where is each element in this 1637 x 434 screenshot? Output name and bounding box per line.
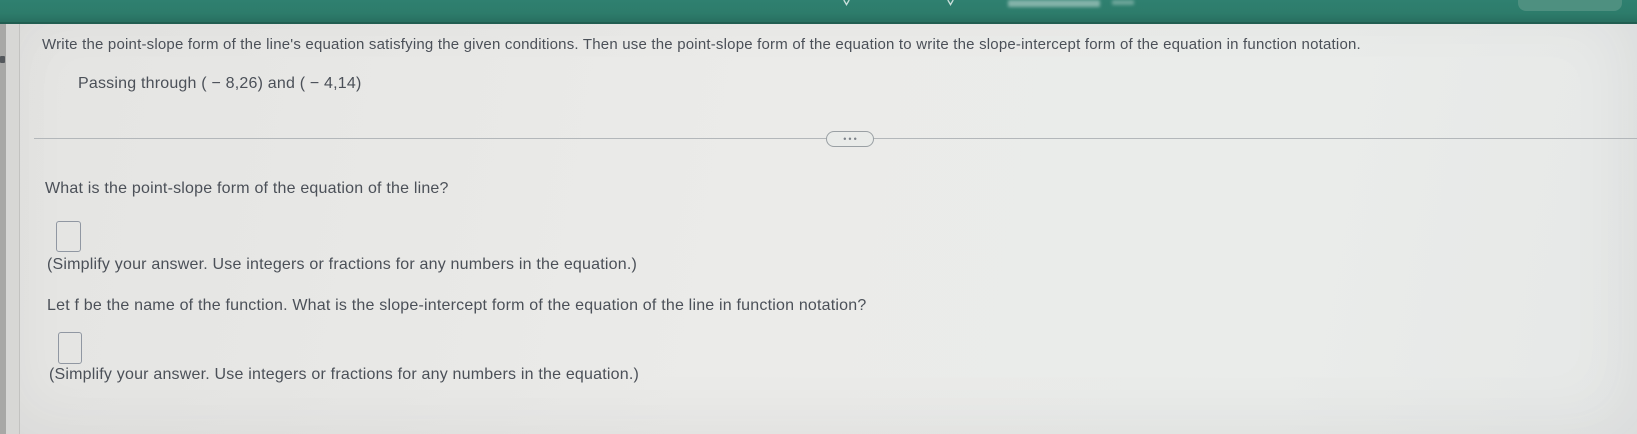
divider-ellipsis-handle[interactable]	[826, 131, 874, 147]
answer-box-2[interactable]	[58, 332, 82, 364]
left-gutter-inner	[6, 24, 20, 434]
ellipsis-icon: •••	[843, 134, 859, 144]
chevron-down-icon	[843, 0, 850, 6]
left-gutter-mark	[0, 56, 5, 63]
question-1-hint: (Simplify your answer. Use integers or fractions for any numbers in the equation.)	[47, 256, 637, 273]
question-2-hint: (Simplify your answer. Use integers or fractions for any numbers in the equation.)	[49, 366, 639, 383]
problem-instructions: Write the point-slope form of the line's equation satisfying the given conditions. Then use the point-slope form of the equation to write the slope-intercept form of the equation in function notation.	[42, 36, 1361, 53]
topbar-tab-button[interactable]	[1518, 0, 1622, 11]
topbar-partial-text	[1008, 0, 1100, 7]
question-1-prompt: What is the point-slope form of the equation of the line?	[45, 180, 449, 197]
top-app-bar	[0, 0, 1637, 24]
answer-box-1[interactable]	[56, 221, 81, 252]
topbar-partial-text	[1112, 0, 1134, 5]
question-2-prompt: Let f be the name of the function. What is the slope-intercept form of the equation of the line in function notation?	[47, 297, 867, 314]
chevron-down-icon	[947, 0, 954, 6]
problem-given-conditions: Passing through ( − 8,26) and ( − 4,14)	[78, 75, 362, 92]
